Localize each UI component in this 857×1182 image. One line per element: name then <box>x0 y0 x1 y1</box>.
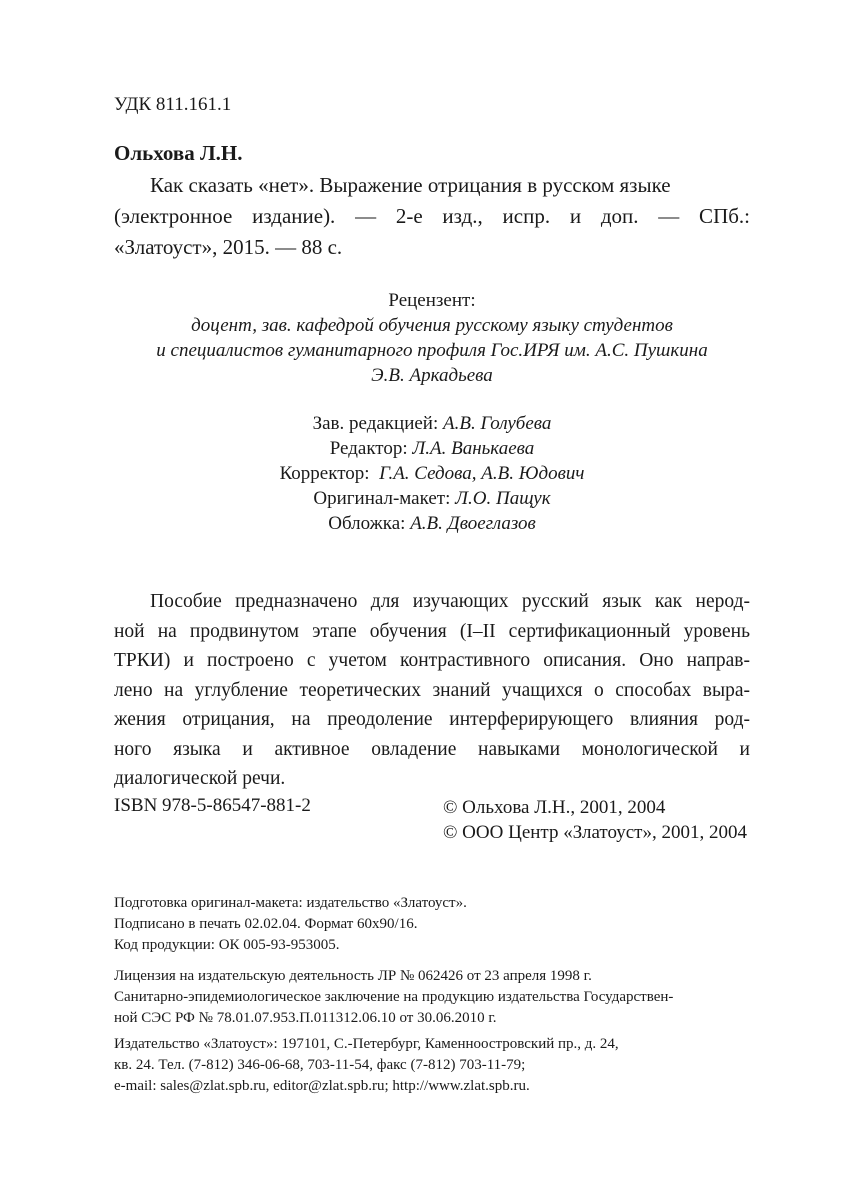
staff-row <box>114 411 750 436</box>
publisher-line: Издательство «Златоуст»: 197101, С.-Петербург, Каменноостровский пр., д. 24, <box>114 1036 619 1052</box>
license-info <box>114 966 750 1029</box>
reviewer-label: Рецензент: <box>388 290 476 311</box>
staff-row <box>114 436 750 461</box>
license-line: ной СЭС РФ № 78.01.07.953.П.011312.06.10 от 30.06.2010 г. <box>114 1010 497 1026</box>
staff-name: Л.О. Пащук <box>455 488 551 509</box>
publisher-line: кв. 24. Тел. (7-812) 346-06-68, 703-11-54, факс (7-812) 703-11-79; <box>114 1057 526 1073</box>
print-detail-line: Подписано в печать 02.02.04. Формат 60х90/16. <box>114 916 418 932</box>
copyright-line: © Ольхова Л.Н., 2001, 2004 <box>443 797 666 818</box>
copyright-block <box>443 795 747 845</box>
abstract-line: диалогической речи. <box>114 768 286 789</box>
reviewer-block <box>114 288 750 388</box>
staff-row <box>114 511 750 536</box>
staff-role: Корректор: <box>279 463 370 484</box>
bibliographic-description <box>114 170 750 263</box>
abstract-line: Пособие предназначено для изучающих русский язык как нерод- <box>150 591 750 612</box>
staff-name: А.В. Голубева <box>443 413 552 434</box>
udk-code: УДК 811.161.1 <box>114 94 232 115</box>
staff-credits <box>114 411 750 536</box>
license-line: Лицензия на издательскую деятельность ЛР № 062426 от 23 апреля 1998 г. <box>114 968 592 984</box>
staff-name: Г.А. Седова, А.В. Юдович <box>379 463 585 484</box>
staff-name: Л.А. Ванькаева <box>412 438 535 459</box>
abstract-line: ной на продвинутом этапе обучения (I–II сертификационный уровень <box>114 620 750 642</box>
abstract-line: ного языка и активное овладение навыками монологической и <box>114 738 750 760</box>
abstract-line: лено на углубление теоретических знаний учащихся о способах выра- <box>114 679 750 701</box>
reviewer-line: и специалистов гуманитарного профиля Гос.ИРЯ им. А.С. Пушкина <box>156 340 708 361</box>
reviewer-line: доцент, зав. кафедрой обучения русскому языку студентов <box>191 315 673 336</box>
staff-role: Редактор: <box>329 438 408 459</box>
staff-row <box>114 486 750 511</box>
author-name: Ольхова Л.Н. <box>114 141 243 165</box>
staff-name: А.В. Двоеглазов <box>410 513 536 534</box>
staff-role: Зав. редакцией: <box>312 413 439 434</box>
abstract-line: жения отрицания, на преодоление интерферирующего влияния род- <box>114 709 750 730</box>
isbn: ISBN 978-5-86547-881-2 <box>114 795 311 816</box>
staff-row <box>114 461 750 486</box>
publisher-contacts <box>114 1034 750 1097</box>
print-details <box>114 893 750 956</box>
copyright-line: © ООО Центр «Златоуст», 2001, 2004 <box>443 822 747 843</box>
reviewer-name: Э.В. Аркадьева <box>371 365 493 386</box>
staff-role: Оригинал-макет: <box>313 488 451 509</box>
abstract-line: ТРКИ) и построено с учетом контрастивного описания. Оно направ- <box>114 650 750 671</box>
print-detail-line: Код продукции: ОК 005-93-953005. <box>114 937 340 953</box>
title-line: Как сказать «нет». Выражение отрицания в русском языке <box>150 173 671 197</box>
license-line: Санитарно-эпидемиологическое заключение на продукцию издательства Государствен- <box>114 989 674 1005</box>
abstract-paragraph <box>114 587 750 794</box>
publisher-line: e-mail: sales@zlat.spb.ru, editor@zlat.spb.ru; http://www.zlat.spb.ru. <box>114 1078 530 1094</box>
print-detail-line: Подготовка оригинал-макета: издательство «Златоуст». <box>114 895 467 911</box>
title-line: (электронное издание). — 2-е изд., испр. и доп. — СПб.: <box>114 204 750 228</box>
staff-role: Обложка: <box>328 513 406 534</box>
title-line: «Златоуст», 2015. — 88 с. <box>114 235 343 259</box>
